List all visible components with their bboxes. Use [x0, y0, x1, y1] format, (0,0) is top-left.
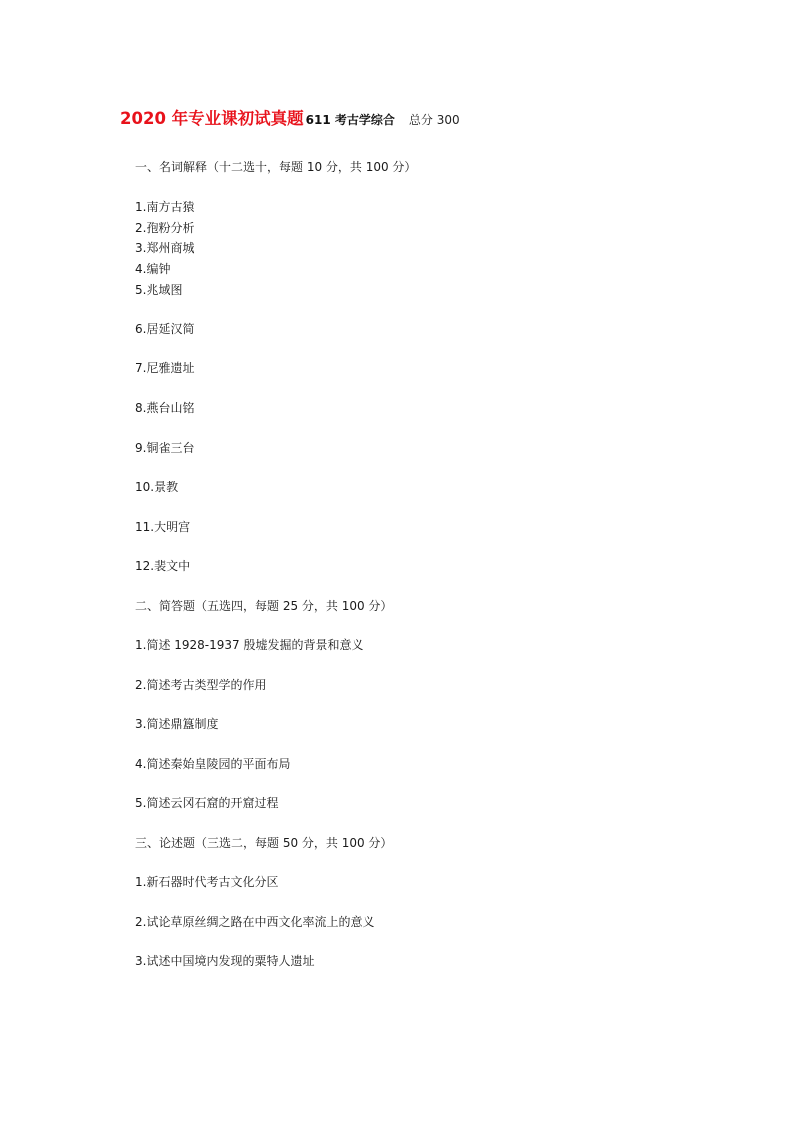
section-1-item-9: 9.铜雀三台	[135, 441, 195, 455]
exam-title: 2020 年专业课初试真题	[120, 109, 304, 128]
section-2-item-1: 1.简述 1928-1937 殷墟发掘的背景和意义	[135, 638, 364, 652]
section-1-item-12: 12.裴文中	[135, 559, 191, 573]
document-title	[120, 108, 460, 131]
section-1-item-2: 2.孢粉分析	[135, 221, 195, 235]
section-1-heading: 一、名词解释（十二选十，每题 10 分，共 100 分）	[135, 160, 417, 174]
section-3-item-1: 1.新石器时代考古文化分区	[135, 875, 279, 889]
section-2-heading: 二、简答题（五选四，每题 25 分，共 100 分）	[135, 599, 393, 613]
section-2-item-5: 5.简述云冈石窟的开窟过程	[135, 796, 279, 810]
section-3-item-3: 3.试述中国境内发现的粟特人遗址	[135, 954, 315, 968]
section-1-item-4: 4.编钟	[135, 262, 171, 276]
section-1-item-5: 5.兆域图	[135, 283, 183, 297]
section-1-item-11: 11.大明宫	[135, 520, 191, 534]
section-1-item-1: 1.南方古猿	[135, 200, 195, 214]
section-3-heading: 三、论述题（三选二，每题 50 分，共 100 分）	[135, 836, 393, 850]
section-1-item-6: 6.居延汉简	[135, 322, 195, 336]
subject-code-name: 611 考古学综合	[305, 113, 395, 127]
section-1-item-10: 10.景教	[135, 480, 179, 494]
section-1-item-7: 7.尼雅遗址	[135, 361, 195, 375]
section-2-item-2: 2.简述考古类型学的作用	[135, 678, 267, 692]
section-3-item-2: 2.试论草原丝绸之路在中西文化率流上的意义	[135, 915, 375, 929]
section-1-item-3: 3.郑州商城	[135, 241, 195, 255]
total-score: 总分 300	[408, 113, 460, 127]
section-1-item-8: 8.燕台山铭	[135, 401, 195, 415]
section-2-item-4: 4.简述秦始皇陵园的平面布局	[135, 757, 291, 771]
section-2-item-3: 3.简述鼎簋制度	[135, 717, 219, 731]
